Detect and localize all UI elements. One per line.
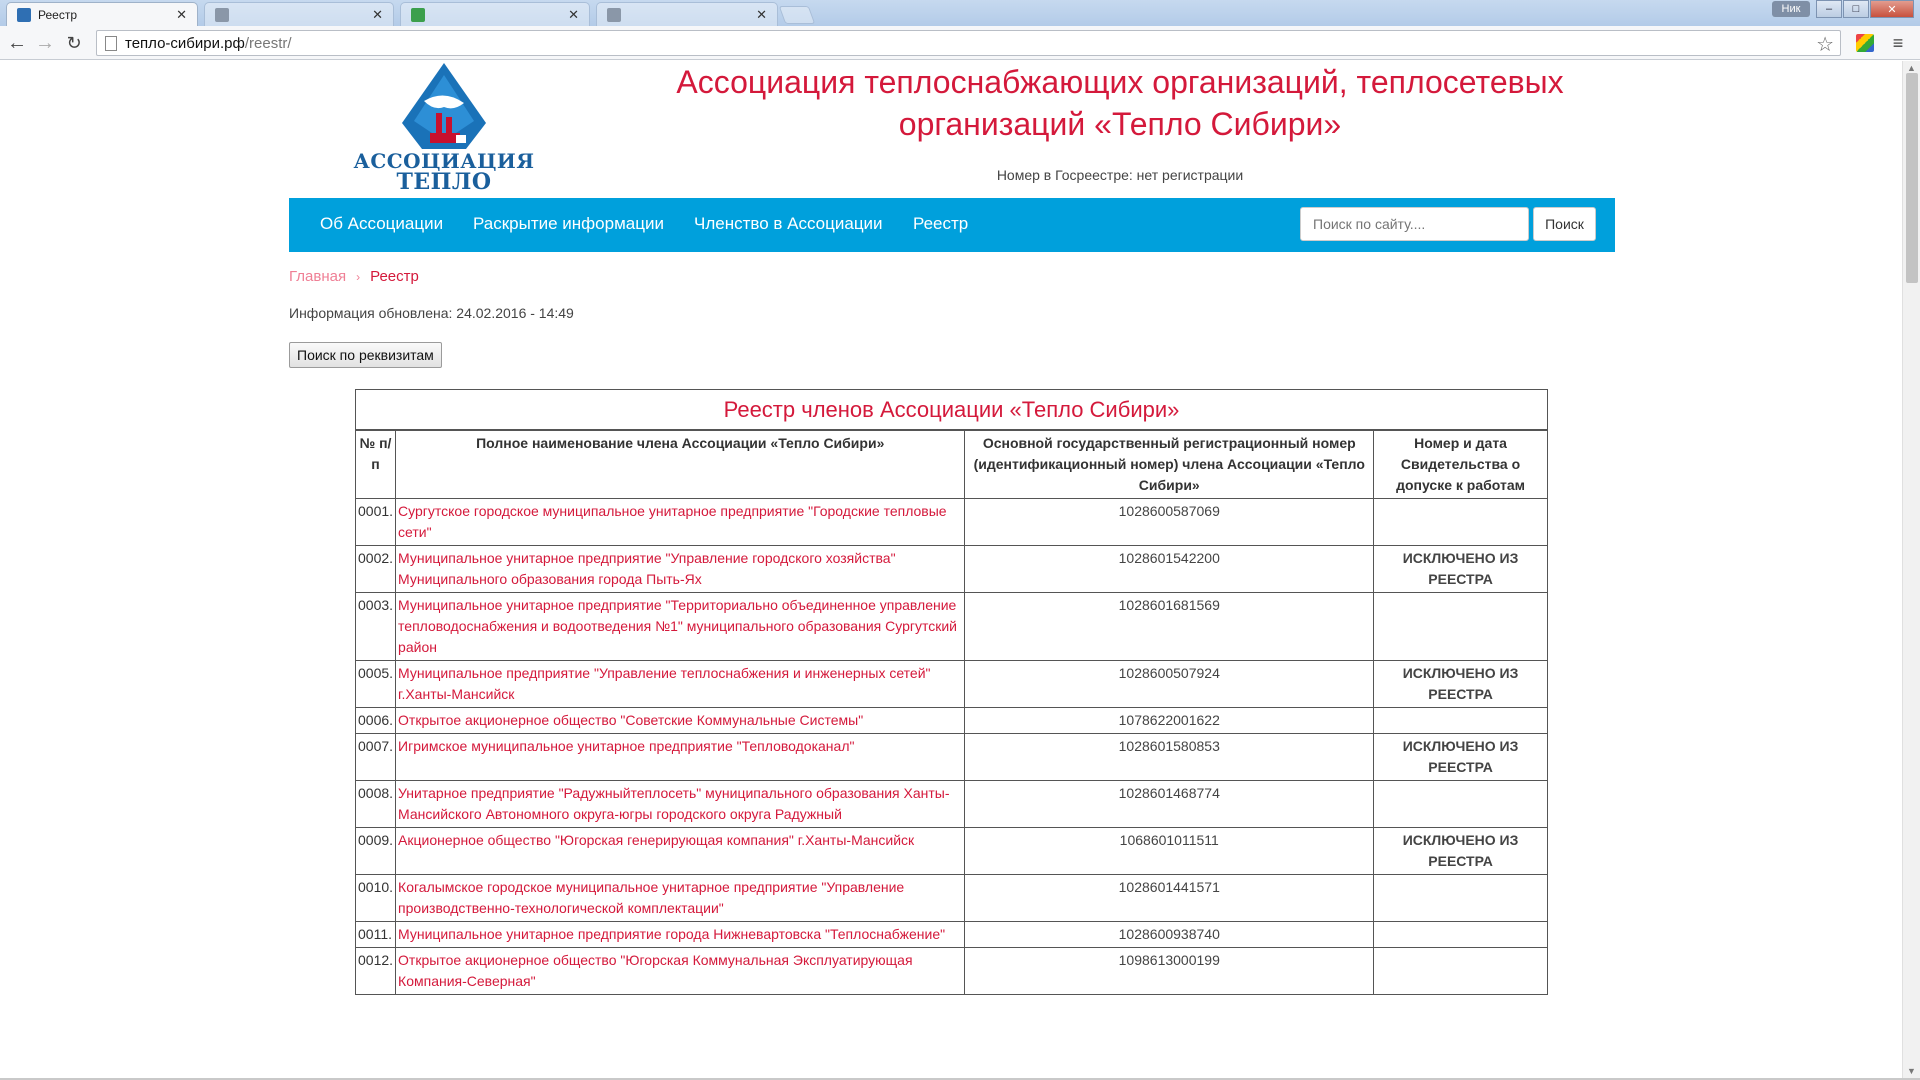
member-ogrn: 1098613000199 (965, 947, 1374, 994)
member-name-link[interactable]: Когалымское городское муниципальное унитарное предприятие "Управление производственно-технологической комплектации" (396, 874, 965, 921)
tab-inactive-2[interactable] (400, 2, 590, 26)
member-name-link[interactable]: Открытое акционерное общество "Советские Коммунальные Системы" (396, 707, 965, 733)
member-ogrn: 1028601468774 (965, 780, 1374, 827)
member-name-link[interactable]: Игримское муниципальное унитарное предприятие "Тепловодоканал" (396, 733, 965, 780)
member-certificate: ИСКЛЮЧЕНО ИЗ РЕЕСТРА (1374, 545, 1548, 592)
member-certificate (1374, 592, 1548, 660)
site-search-button[interactable]: Поиск (1533, 207, 1596, 241)
member-name-link[interactable]: Акционерное общество "Югорская генерирующая компания" г.Ханты-Мансийск (396, 827, 965, 874)
scroll-up-icon[interactable]: ▲ (1907, 63, 1916, 73)
registry-table (355, 389, 1548, 995)
column-header-number: № п/п (356, 430, 396, 499)
column-header-ogrn: Основной государственный регистрационный номер (идентификационный номер) члена Ассоциации «Тепло Сибири» (965, 430, 1374, 499)
tab-close-icon[interactable]: ✕ (372, 6, 383, 22)
scroll-down-icon[interactable]: ▼ (1907, 1066, 1916, 1076)
member-ogrn: 1028601580853 (965, 733, 1374, 780)
logo-line1: АССОЦИАЦИЯ (353, 149, 535, 173)
row-number: 0003. (356, 592, 396, 660)
tab-close-icon[interactable]: ✕ (756, 6, 767, 22)
bookmark-star-icon[interactable]: ☆ (1816, 34, 1834, 56)
row-number: 0011. (356, 921, 396, 947)
member-name-link[interactable]: Унитарное предприятие "Радужныйтеплосеть" муниципального образования Ханты-Мансийского Автономного округа-югры городского округа Радужный (396, 780, 965, 827)
member-ogrn: 1028600507924 (965, 660, 1374, 707)
window-close-icon[interactable]: ✕ (1870, 0, 1914, 18)
member-ogrn: 1078622001622 (965, 707, 1374, 733)
member-name-link[interactable]: Муниципальное унитарное предприятие "Управление городского хозяйства" Муниципального образования города Пыть-Ях (396, 545, 965, 592)
url-host: тепло-сибири.рф (125, 34, 245, 52)
member-name-link[interactable]: Муниципальное предприятие "Управление теплоснабжения и инженерных сетей" г.Ханты-Мансийск (396, 660, 965, 707)
table-row (356, 947, 1548, 994)
browser-toolbar (0, 26, 1920, 60)
member-certificate (1374, 874, 1548, 921)
row-number: 0002. (356, 545, 396, 592)
row-number: 0008. (356, 780, 396, 827)
column-header-name: Полное наименование члена Ассоциации «Тепло Сибири» (396, 430, 965, 499)
nav-item-about[interactable]: Об Ассоциации (320, 214, 444, 233)
row-number: 0007. (356, 733, 396, 780)
site-logo[interactable] (346, 61, 542, 196)
new-tab-button[interactable] (779, 6, 816, 24)
last-updated: Информация обновлена: 24.02.2016 - 14:49 (289, 305, 574, 321)
tab-close-icon[interactable]: ✕ (176, 6, 187, 22)
breadcrumb-separator: › (356, 270, 361, 284)
table-row (356, 733, 1548, 780)
member-name-link[interactable]: Муниципальное унитарное предприятие "Территориально объединенное управление тепловодоснабжения и водоотведения №1" муниципального образования Сургутский район (396, 592, 965, 660)
tab-inactive-3[interactable] (596, 2, 778, 26)
table-row (356, 827, 1548, 874)
minimize-icon[interactable]: – (1816, 0, 1842, 18)
forward-icon[interactable]: → (35, 31, 55, 54)
logo-line2: ТЕПЛО (396, 169, 492, 195)
table-row (356, 498, 1548, 545)
member-certificate (1374, 780, 1548, 827)
site-search-input[interactable] (1300, 207, 1529, 241)
user-profile-badge[interactable]: Ник (1772, 1, 1810, 17)
reload-icon[interactable]: ↻ (66, 32, 82, 53)
tab-reestr[interactable] (6, 2, 198, 26)
breadcrumb-home[interactable]: Главная (289, 268, 347, 285)
breadcrumb-current: Реестр (370, 268, 419, 285)
tab-favicon-icon (607, 8, 621, 22)
member-ogrn: 1028601542200 (965, 545, 1374, 592)
table-row (356, 592, 1548, 660)
browser-titlebar (0, 0, 1920, 26)
main-navbar (289, 198, 1615, 252)
tab-inactive-1[interactable] (204, 2, 394, 26)
member-certificate: ИСКЛЮЧЕНО ИЗ РЕЕСТРА (1374, 733, 1548, 780)
extension-icon[interactable] (1856, 34, 1874, 52)
registry-number: Номер в Госреестре: нет регистрации (996, 167, 1244, 183)
table-row (356, 545, 1548, 592)
member-certificate (1374, 921, 1548, 947)
tab-favicon-icon (215, 8, 229, 22)
row-number: 0005. (356, 660, 396, 707)
nav-item-membership[interactable]: Членство в Ассоциации (694, 214, 883, 233)
member-name-link[interactable]: Сургутское городское муниципальное унитарное предприятие "Городские тепловые сети" (396, 498, 965, 545)
column-header-certificate: Номер и дата Свидетельства о допуске к работам (1374, 430, 1548, 499)
tab-label: Реестр (38, 7, 77, 22)
address-bar[interactable] (96, 30, 1841, 56)
logo-emblem-icon (346, 61, 542, 153)
member-ogrn: 1028601441571 (965, 874, 1374, 921)
search-by-requisites-button[interactable]: Поиск по реквизитам (289, 342, 442, 368)
member-certificate (1374, 498, 1548, 545)
scrollbar-thumb[interactable] (1906, 73, 1918, 283)
site-title-line1: Ассоциация теплоснабжающих организаций, теплосетевых (676, 64, 1564, 100)
url-path: /reestr/ (244, 34, 292, 52)
member-certificate: ИСКЛЮЧЕНО ИЗ РЕЕСТРА (1374, 827, 1548, 874)
row-number: 0010. (356, 874, 396, 921)
member-ogrn: 1028600587069 (965, 498, 1374, 545)
table-row (356, 707, 1548, 733)
member-ogrn: 1068601011511 (965, 827, 1374, 874)
member-ogrn: 1028601681569 (965, 592, 1374, 660)
table-header-row (356, 430, 1548, 499)
nav-item-disclosure[interactable]: Раскрытие информации (473, 214, 664, 233)
table-row (356, 660, 1548, 707)
row-number: 0012. (356, 947, 396, 994)
nav-item-registry[interactable]: Реестр (913, 214, 969, 233)
member-certificate: ИСКЛЮЧЕНО ИЗ РЕЕСТРА (1374, 660, 1548, 707)
registry-table-caption: Реестр членов Ассоциации «Тепло Сибири» (356, 390, 1548, 430)
back-icon[interactable]: ← (7, 31, 27, 54)
member-certificate (1374, 947, 1548, 994)
member-certificate (1374, 707, 1548, 733)
table-row (356, 921, 1548, 947)
row-number: 0001. (356, 498, 396, 545)
page-scrollbar[interactable] (1902, 61, 1920, 1078)
member-ogrn: 1028600938740 (965, 921, 1374, 947)
tab-favicon-icon (411, 8, 425, 22)
registry-table-body (356, 498, 1548, 994)
site-favicon-icon (17, 8, 31, 22)
table-row (356, 780, 1548, 827)
breadcrumb (289, 268, 419, 285)
page-icon (105, 36, 117, 51)
menu-icon[interactable]: ≡ (1892, 32, 1904, 53)
maximize-icon[interactable]: □ (1843, 0, 1869, 18)
page-content (0, 61, 1902, 1078)
member-name-link[interactable]: Муниципальное унитарное предприятие города Нижневартовска "Теплоснабжение" (396, 921, 965, 947)
row-number: 0006. (356, 707, 396, 733)
site-title-line2: организаций «Тепло Сибири» (898, 106, 1342, 142)
table-row (356, 874, 1548, 921)
site-title (640, 61, 1600, 145)
row-number: 0009. (356, 827, 396, 874)
member-name-link[interactable]: Открытое акционерное общество "Югорская Коммунальная Эксплуатирующая Компания-Северная" (396, 947, 965, 994)
tab-close-icon[interactable]: ✕ (568, 6, 579, 22)
